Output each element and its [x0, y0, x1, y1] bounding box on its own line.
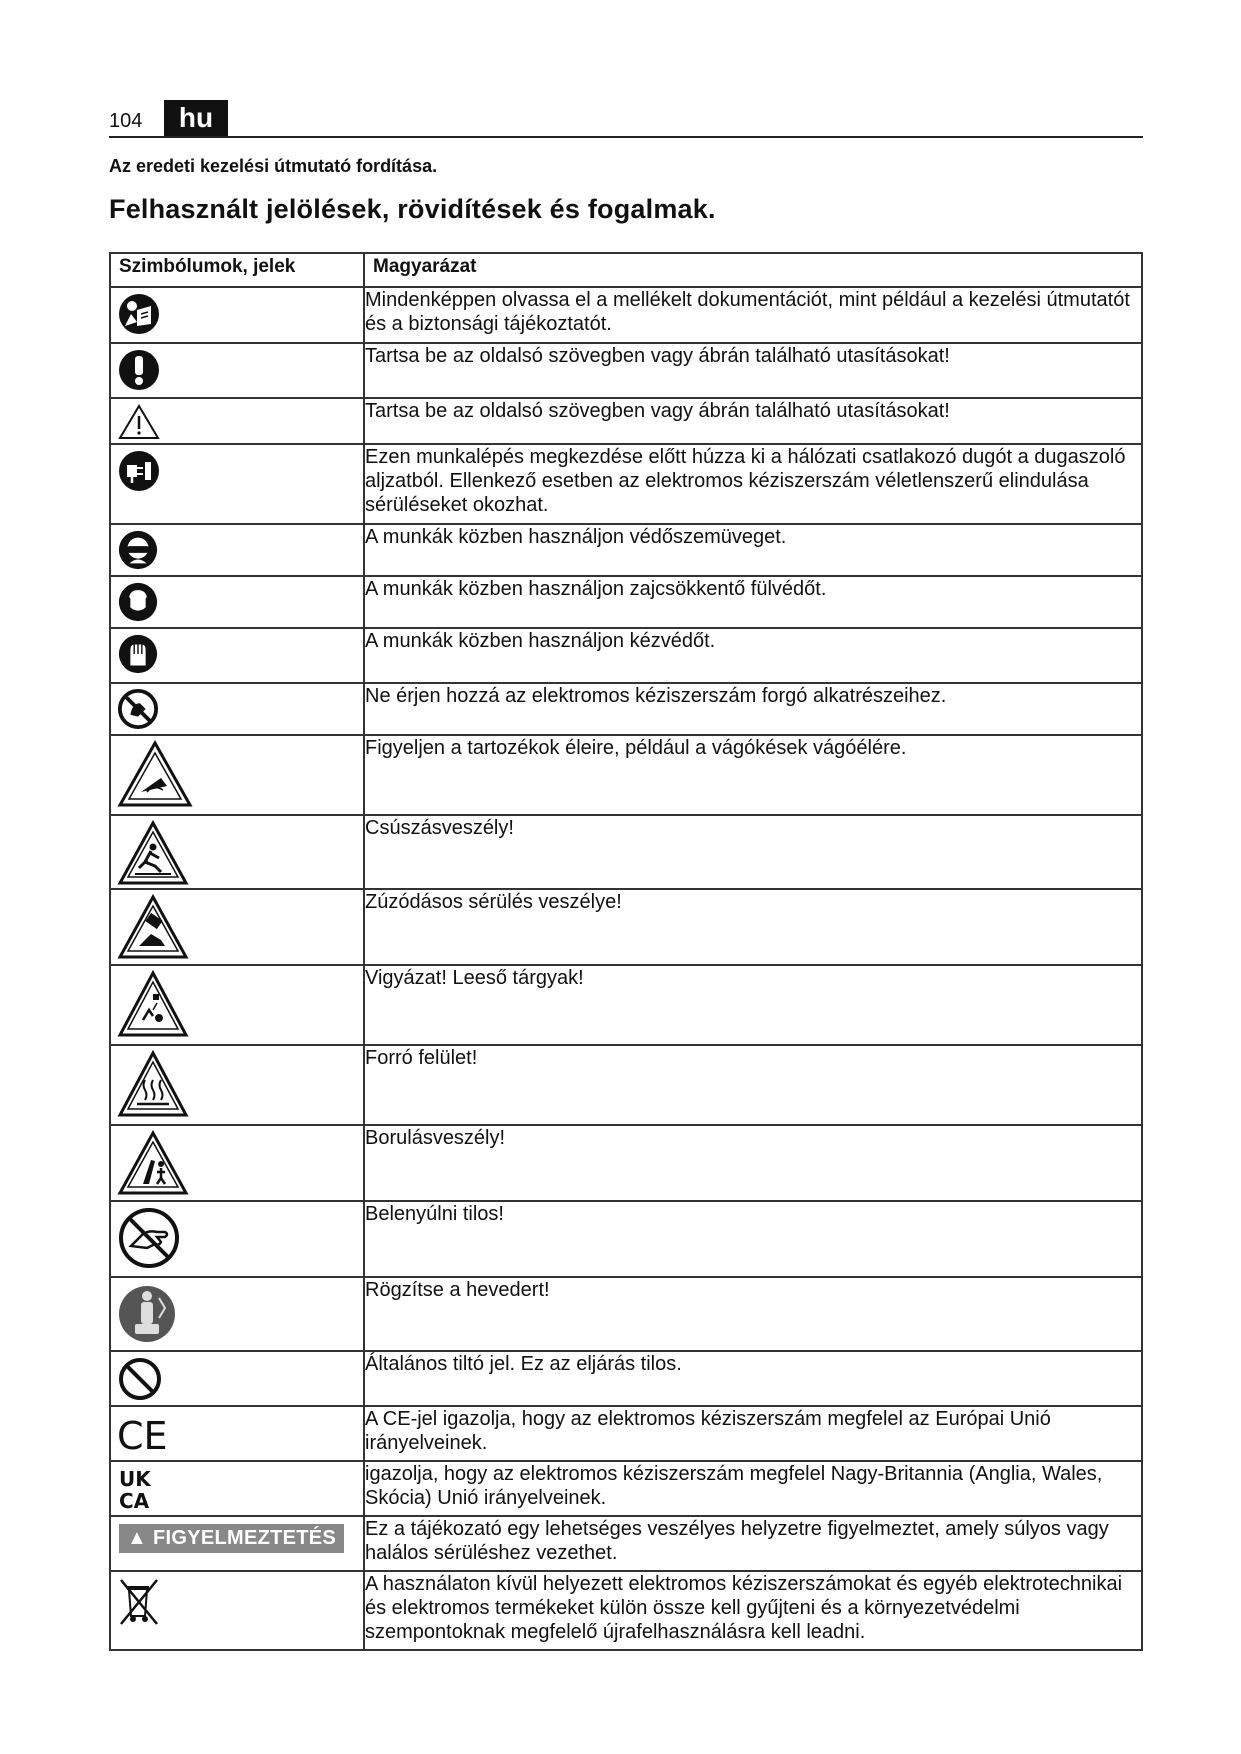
table-row	[110, 965, 1142, 1045]
no-reaching-in-icon	[117, 1206, 181, 1270]
row-text: Mindenképpen olvassa el a mellékelt dokumentációt, mint például a kezelési útmutatót és a biztonsági tájékoztatót.	[364, 287, 1142, 343]
row-text: Figyeljen a tartozékok éleire, például a vágókések vágóélére.	[364, 735, 1142, 815]
slip-hazard-icon	[117, 820, 189, 886]
warning-badge: ▲ FIGYELMEZTETÉS	[119, 1524, 344, 1553]
row-text: A munkák közben használjon kézvédőt.	[364, 628, 1142, 683]
safety-goggles-icon	[117, 529, 159, 571]
translation-note: Az eredeti kezelési útmutató fordítása.	[109, 156, 438, 176]
symbols-table	[109, 252, 1143, 1651]
table-header-row	[110, 253, 1142, 287]
row-text: Zúzódásos sérülés veszélye!	[364, 889, 1142, 965]
row-text: igazolja, hogy az elektromos kéziszerszám megfelel Nagy-Britannia (Anglia, Wales, Skócia) Unió irányelveinek.	[364, 1461, 1142, 1516]
table-row	[110, 815, 1142, 889]
unplug-icon	[117, 449, 161, 493]
table-row	[110, 1461, 1142, 1516]
table-row	[110, 1406, 1142, 1461]
gloves-icon	[117, 633, 159, 675]
row-text: A CE-jel igazolja, hogy az elektromos kéziszerszám megfelel az Európai Unió irányelveinek.	[364, 1406, 1142, 1461]
mandatory-instruction-icon	[117, 348, 161, 392]
row-text: Csúszásveszély!	[364, 815, 1142, 889]
table-row	[110, 1571, 1142, 1650]
page-header	[109, 100, 1143, 138]
page-number: 104	[109, 110, 143, 132]
ukca-mark-icon	[117, 1466, 161, 1512]
table-row	[110, 576, 1142, 628]
table-row	[110, 735, 1142, 815]
table-row	[110, 628, 1142, 683]
crush-hazard-icon	[117, 894, 189, 960]
ear-protection-icon	[117, 581, 159, 623]
read-manual-icon	[117, 292, 161, 336]
column-header-symbol: Szimbólumok, jelek	[110, 253, 364, 287]
ce-mark-icon	[117, 1411, 169, 1457]
row-text: Rögzítse a hevedert!	[364, 1277, 1142, 1351]
row-text: Tartsa be az oldalsó szövegben vagy ábrán található utasításokat!	[364, 343, 1142, 398]
table-row	[110, 444, 1142, 524]
table-row	[110, 343, 1142, 398]
tipping-hazard-icon	[117, 1130, 189, 1196]
svg-text:UK: UK	[119, 1467, 151, 1491]
table-row	[110, 1351, 1142, 1406]
table-row	[110, 1125, 1142, 1201]
row-text: Ne érjen hozzá az elektromos kéziszerszám forgó alkatrészeihez.	[364, 683, 1142, 735]
table-row	[110, 683, 1142, 735]
header-rule	[109, 136, 1143, 138]
no-touch-rotating-icon	[117, 688, 159, 730]
row-text: Borulásveszély!	[364, 1125, 1142, 1201]
page-title: Felhasznált jelölések, rövidítések és fogalmak.	[109, 194, 716, 224]
row-text: A munkák közben használjon zajcsökkentő fülvédőt.	[364, 576, 1142, 628]
warning-icon: ▲	[127, 1527, 153, 1549]
row-text: Forró felület!	[364, 1045, 1142, 1125]
svg-text:CE: CE	[117, 1414, 168, 1457]
row-text: Belenyúlni tilos!	[364, 1201, 1142, 1277]
row-text: A használaton kívül helyezett elektromos kéziszerszámokat és egyéb elektrotechnikai és elektromos termékeket külön össze kell gyűjteni és a környezetvédelmi szempontoknak megfelelő újrafelhasználásra kell leadni.	[364, 1571, 1142, 1650]
table-row	[110, 889, 1142, 965]
table-row	[110, 1516, 1142, 1571]
table-row	[110, 398, 1142, 444]
table-row	[110, 1277, 1142, 1351]
language-badge: hu	[164, 100, 228, 136]
column-header-meaning: Magyarázat	[364, 253, 1142, 287]
weee-bin-icon	[117, 1576, 161, 1626]
table-row	[110, 1045, 1142, 1125]
row-text: Általános tiltó jel. Ez az eljárás tilos.	[364, 1351, 1142, 1406]
hot-surface-icon	[117, 1050, 189, 1118]
row-text: Ez a tájékozató egy lehetséges veszélyes helyzetre figyelmeztet, amely súlyos vagy halálos sérüléshez vezethet.	[364, 1516, 1142, 1571]
row-text: Ezen munkalépés megkezdése előtt húzza ki a hálózati csatlakozó dugót a dugaszoló aljzatból. Ellenkező esetben az elektromos kéziszerszám véletlenszerű elindulása sérüléseket okozhat.	[364, 444, 1142, 524]
prohibition-icon	[117, 1356, 163, 1402]
row-text: Vigyázat! Leeső tárgyak!	[364, 965, 1142, 1045]
table-row	[110, 1201, 1142, 1277]
sharp-edges-icon	[117, 740, 193, 808]
row-text: Tartsa be az oldalsó szövegben vagy ábrán található utasításokat!	[364, 398, 1142, 444]
svg-text:CA: CA	[119, 1489, 150, 1512]
table-row	[110, 287, 1142, 343]
falling-objects-icon	[117, 970, 189, 1038]
warning-triangle-icon	[117, 403, 161, 441]
row-text: A munkák közben használjon védőszemüveget.	[364, 524, 1142, 576]
fasten-strap-icon	[117, 1282, 177, 1346]
table-row	[110, 524, 1142, 576]
